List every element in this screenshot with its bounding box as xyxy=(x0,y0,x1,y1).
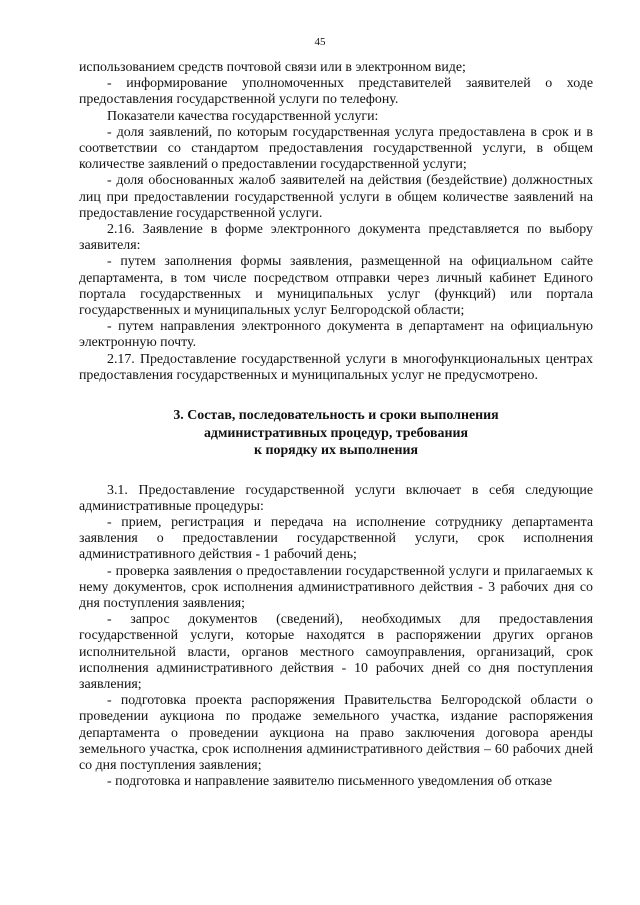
paragraph: 2.17. Предоставление государственной услуги в многофункциональных центрах предоставления государственных и муниципальных услуг не предусмотрено. xyxy=(79,351,593,383)
paragraph: - подготовка и направление заявителю письменного уведомления об отказе xyxy=(107,774,553,790)
paragraph: использованием средств почтовой связи или в электронном виде; xyxy=(79,60,466,75)
heading-line: к порядку их выполнения xyxy=(254,443,418,459)
paragraph: - проверка заявления о предоставлении государственной услуги и прилагаемых к нему документов, срок исполнения административного действия - 3 рабочих дня со дня поступления заявления; xyxy=(79,563,593,611)
paragraph: - информирование уполномоченных представителей заявителей о ходе предоставления государственной услуги по телефону. xyxy=(79,76,593,108)
paragraph: - запрос документов (сведений), необходимых для предоставления государственной услуги, которые находятся в распоряжении других органов исполнительной власти, органов местного самоуправления, организаций, срок исполнения административного действия - 10 рабочих дней со дня поступления заявления; xyxy=(79,612,593,692)
page-number: 45 xyxy=(314,36,326,48)
heading-line: административных процедур, требования xyxy=(203,425,469,441)
paragraph: - доля обоснованных жалоб заявителей на действия (бездействие) должностных лиц при предоставлении государственной услуги в общем количестве заявлений на предоставление государственной услуги. xyxy=(79,173,593,221)
paragraph: Показатели качества государственной услуги: xyxy=(107,108,379,124)
section-heading xyxy=(79,407,593,460)
paragraph: - прием, регистрация и передача на исполнение сотруднику департамента заявления о предоставлении государственной услуги, срок исполнения административного действия - 1 рабочий день; xyxy=(79,514,593,563)
paragraph: - доля заявлений, по которым государственная услуга предоставлена в срок и в соответствии со стандартом предоставления государственной услуги, в общем количестве заявлений о предоставлении государственной услуги; xyxy=(79,124,593,173)
paragraph: 2.16. Заявление в форме электронного документа представляется по выбору заявителя: xyxy=(79,222,593,254)
document-body xyxy=(79,60,593,790)
paragraph: - путем заполнения формы заявления, размещенной на официальном сайте департамента, в том числе посредством отправки через личный кабинет Единого портала государственных и муниципальных услуг (функций) или портала государственных и муниципальных услуг Белгородской области; xyxy=(79,254,593,319)
paragraph: 3.1. Предоставление государственной услуги включает в себя следующие административные процедуры: xyxy=(79,482,593,514)
paragraph: - подготовка проекта распоряжения Правительства Белгородской области о проведении аукциона по продаже земельного участка, издание распоряжения департамента о проведении аукциона на право заключения договора аренды земельного участка, срок исполнения административного действия – 60 рабочих дней со дня поступления заявления; xyxy=(79,693,593,774)
heading-line: 3. Состав, последовательность и сроки выполнения xyxy=(173,408,499,424)
paragraph: - путем направления электронного документа в департамент на официальную электронную почту. xyxy=(79,319,593,351)
